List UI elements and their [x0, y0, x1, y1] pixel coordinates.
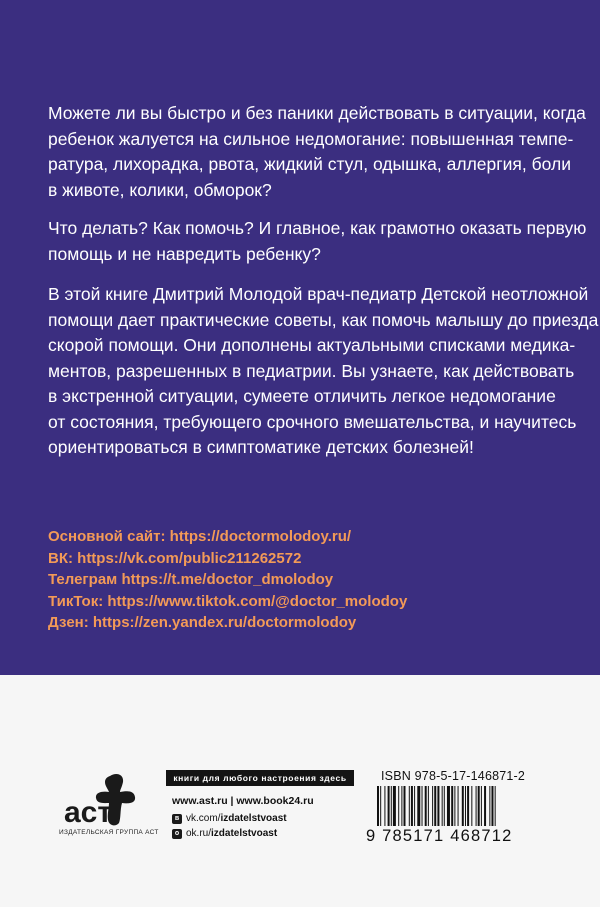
vk-handle: izdatelstvoast — [220, 813, 287, 824]
slogan-bar: книги для любого настроения здесь — [166, 770, 354, 786]
text-line: ребенок жалуется на сильное недомогание: повышенная темпе- — [48, 128, 574, 149]
vk-social-link[interactable] — [172, 813, 287, 824]
vk-prefix: vk.com/ — [186, 813, 221, 824]
barcode-bar — [478, 786, 480, 826]
barcode-bar — [442, 786, 443, 826]
text-line: Можете ли вы быстро и без паники действовать в ситуации, когда — [48, 103, 586, 123]
ok-prefix: ok.ru/ — [186, 828, 212, 839]
barcode-bar — [434, 786, 436, 826]
tiktok-link[interactable]: ТикТок: https://www.tiktok.com/@doctor_molodoy — [48, 592, 408, 610]
barcode-bar — [391, 786, 392, 826]
barcode-bar — [401, 786, 402, 826]
publisher-websites[interactable]: www.ast.ru | www.book24.ru — [172, 795, 314, 807]
barcode-bar — [462, 786, 464, 826]
text-line: в экстренной ситуации, сумеете отличить легкое недомогание — [48, 386, 556, 406]
barcode-bar — [471, 786, 472, 826]
barcode-bar — [398, 786, 399, 826]
isbn-label: ISBN 978-5-17-146871-2 — [381, 769, 526, 783]
telegram-link[interactable]: Телеграм https://t.me/doctor_dmolodoy — [48, 571, 334, 588]
description-paragraph-3 — [48, 282, 599, 461]
barcode-bar — [377, 786, 379, 826]
barcode-bar — [451, 786, 453, 826]
ok-icon: о — [172, 829, 182, 839]
barcode-bar — [425, 786, 427, 826]
barcode-bar — [447, 786, 450, 826]
barcode-bar — [414, 786, 415, 826]
barcode-bar — [444, 786, 445, 826]
description-paragraph-2 — [48, 216, 587, 267]
ok-handle: izdatelstvoast — [211, 828, 278, 839]
barcode-digits: 9 785171 468712 — [366, 827, 513, 845]
barcode-bar — [393, 786, 396, 826]
publisher-caption: ИЗДАТЕЛЬСКАЯ ГРУППА АСТ — [59, 829, 159, 836]
barcode-bar — [422, 786, 423, 826]
barcode-bar — [454, 786, 455, 826]
barcode-bar — [411, 786, 413, 826]
text-line: в животе, колики, обморок? — [48, 179, 272, 200]
barcode-bar — [458, 786, 459, 826]
barcode-bar — [467, 786, 469, 826]
vk-link[interactable]: ВК: https://vk.com/public211262572 — [48, 549, 302, 567]
text-line: скорой помощи. Они дополнены актуальными списками медика- — [48, 335, 576, 355]
barcode-bar — [495, 786, 496, 826]
dzen-link[interactable]: Дзен: https://zen.yandex.ru/doctormolodoy — [48, 614, 357, 631]
description-paragraph-1 — [48, 101, 586, 203]
text-line: помощь и не навредить ребенку? — [48, 243, 321, 264]
barcode-bar — [491, 786, 493, 826]
ast-logo — [60, 770, 160, 850]
barcode-bar — [409, 786, 410, 826]
barcode-bar — [489, 786, 490, 826]
author-links — [48, 526, 568, 634]
vk-icon: в — [172, 814, 182, 824]
barcode-bar — [476, 786, 477, 826]
text-line: В этой книге Дмитрий Молодой врач-педиатр Детской неотложной — [48, 284, 589, 304]
main-site-link[interactable]: Основной сайт: https://doctormolodoy.ru/ — [48, 528, 352, 545]
text-line: ориентироваться в симптоматике детских болезней! — [48, 437, 474, 457]
barcode-bar — [437, 786, 439, 826]
ok-social-link[interactable] — [172, 828, 277, 839]
barcode-bar — [404, 786, 406, 826]
barcode-bar — [465, 786, 466, 826]
barcode-bar — [417, 786, 420, 826]
barcode-bar — [384, 786, 385, 826]
barcode-bar — [388, 786, 390, 826]
barcode-bar — [380, 786, 381, 826]
barcode-bar — [432, 786, 433, 826]
barcode-bar — [428, 786, 429, 826]
text-line: от состояния, требующего срочного вмешательства, и научитесь — [48, 411, 577, 432]
text-line: ратура, лихорадка, рвота, жидкий стул, одышка, аллергия, боли — [48, 154, 571, 174]
text-line: помощи дает практические советы, как помочь малышу до приезда — [48, 309, 599, 330]
text-line: ментов, разрешенных в педиатрии. Вы узнаете, как действовать — [48, 360, 575, 381]
barcode-bar — [481, 786, 482, 826]
text-line: Что делать? Как помочь? И главное, как грамотно оказать первую — [48, 218, 587, 238]
barcode-bar — [484, 786, 486, 826]
logo-wordmark: аст — [64, 796, 113, 829]
